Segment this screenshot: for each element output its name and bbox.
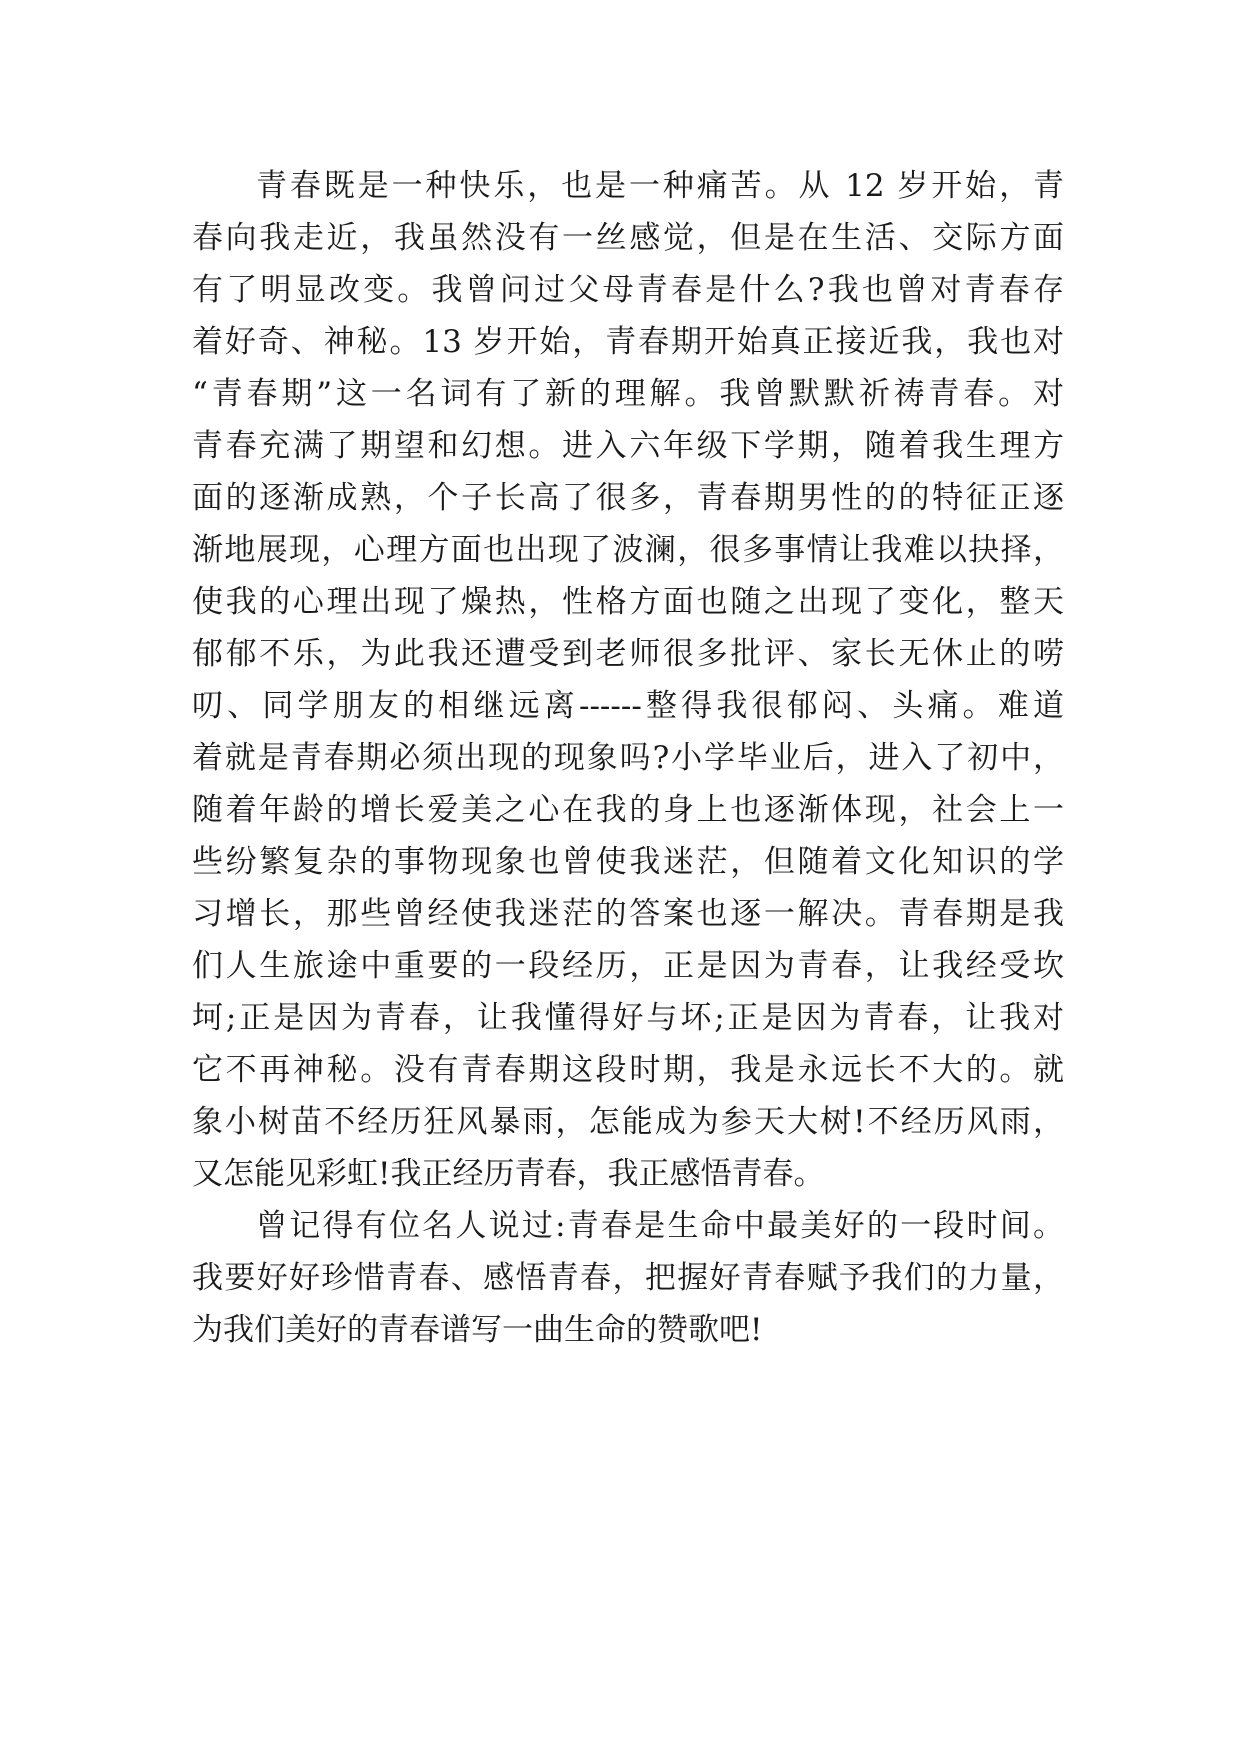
paragraph-line: 些纷繁复杂的事物现象也曾使我迷茫，但随着文化知识的学 — [192, 844, 1064, 880]
paragraph-1 — [192, 160, 1064, 1200]
paragraph-line: 习增长，那些曾经使我迷茫的答案也逐一解决。青春期是我 — [192, 896, 1064, 932]
paragraph-line: 有了明显改变。我曾问过父母青春是什么?我也曾对青春存 — [192, 272, 1064, 308]
document-body — [192, 160, 1064, 1356]
paragraph-line: 为我们美好的青春谱写一曲生命的赞歌吧! — [192, 1312, 763, 1348]
paragraph-line: 随着年龄的增长爱美之心在我的身上也逐渐体现，社会上一 — [192, 792, 1064, 828]
paragraph-line: 们人生旅途中重要的一段经历，正是因为青春，让我经受坎 — [192, 948, 1064, 984]
paragraph-line: 青春既是一种快乐，也是一种痛苦。从 12 岁开始，青 — [256, 168, 1064, 204]
paragraph-line: “青春期”这一名词有了新的理解。我曾默默祈祷青春。对 — [192, 376, 1064, 412]
paragraph-line: 曾记得有位名人说过:青春是生命中最美好的一段时间。 — [256, 1208, 1064, 1244]
paragraph-line: 我要好好珍惜青春、感悟青春，把握好青春赋予我们的力量， — [192, 1260, 1064, 1296]
paragraph-line: 叨、同学朋友的相继远离------整得我很郁闷、头痛。难道 — [192, 688, 1064, 724]
paragraph-line: 郁郁不乐，为此我还遭受到老师很多批评、家长无休止的唠 — [192, 636, 1064, 672]
paragraph-line: 春向我走近，我虽然没有一丝感觉，但是在生活、交际方面 — [192, 220, 1064, 256]
paragraph-line: 坷;正是因为青春，让我懂得好与坏;正是因为青春，让我对 — [192, 1000, 1064, 1036]
paragraph-line: 青春充满了期望和幻想。进入六年级下学期，随着我生理方 — [192, 428, 1064, 464]
paragraph-line: 面的逐渐成熟，个子长高了很多，青春期男性的的特征正逐 — [192, 480, 1064, 516]
paragraph-line: 着好奇、神秘。13 岁开始，青春期开始真正接近我，我也对 — [192, 324, 1064, 360]
paragraph-line: 象小树苗不经历狂风暴雨，怎能成为参天大树!不经历风雨， — [192, 1104, 1064, 1140]
paragraph-line: 着就是青春期必须出现的现象吗?小学毕业后，进入了初中， — [192, 740, 1064, 776]
paragraph-2 — [192, 1200, 1064, 1356]
paragraph-line: 它不再神秘。没有青春期这段时期，我是永远长不大的。就 — [192, 1052, 1064, 1088]
paragraph-line: 又怎能见彩虹!我正经历青春，我正感悟青春。 — [192, 1156, 825, 1192]
paragraph-line: 渐地展现，心理方面也出现了波澜，很多事情让我难以抉择， — [192, 532, 1064, 568]
paragraph-line: 使我的心理出现了燥热，性格方面也随之出现了变化，整天 — [192, 584, 1064, 620]
